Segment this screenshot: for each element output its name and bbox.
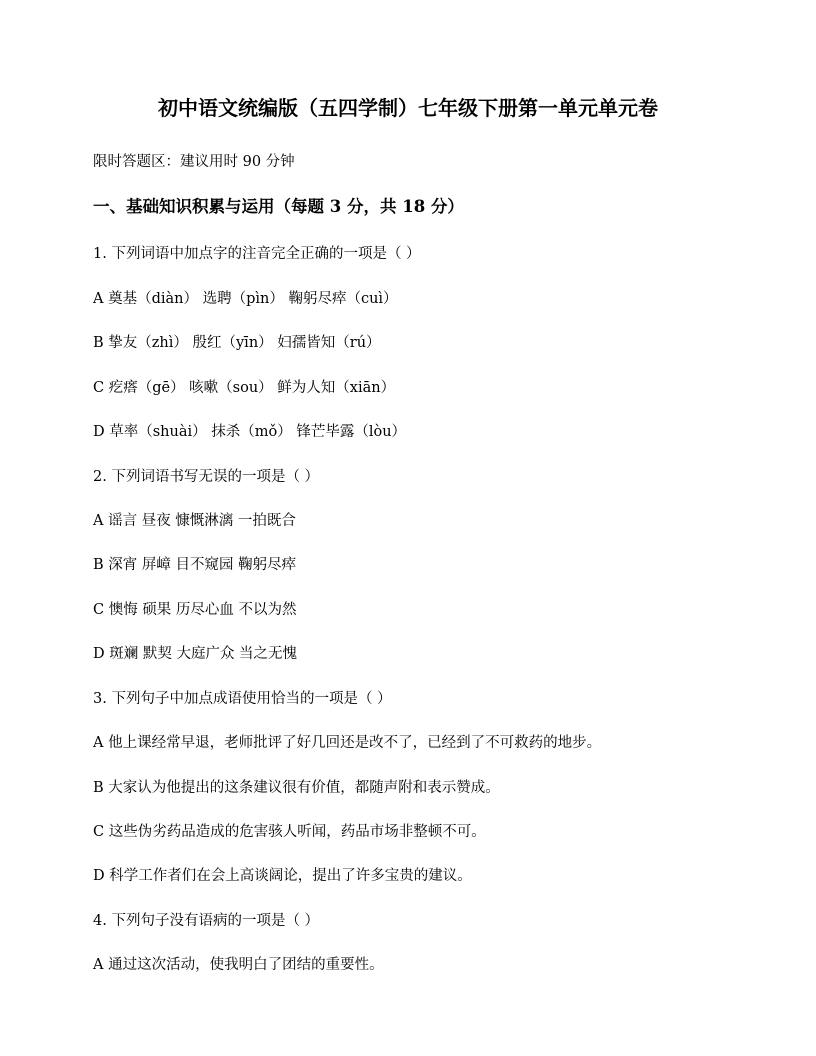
question-2-option-d: D 斑斓 默契 大庭广众 当之无愧	[93, 646, 298, 662]
question-1-option-c: C 疙瘩（gē） 咳嗽（sou） 鲜为人知（xiān）	[93, 380, 396, 396]
question-2-stem: 2. 下列词语书写无误的一项是（ ）	[93, 469, 320, 485]
question-1-stem: 1. 下列词语中加点字的注音完全正确的一项是（ ）	[93, 246, 421, 262]
question-3-option-c: C 这些伪劣药品造成的危害骇人听闻，药品市场非整顿不可。	[93, 824, 486, 840]
question-3-stem: 3. 下列句子中加点成语使用恰当的一项是（ ）	[93, 691, 392, 707]
question-3-option-b: B 大家认为他提出的这条建议很有价值，都随声附和表示赞成。	[93, 780, 500, 796]
question-3-option-d: D 科学工作者们在会上高谈阔论，提出了许多宝贵的建议。	[93, 868, 472, 884]
section-heading: 一、基础知识积累与运用（每题 3 分，共 18 分）	[93, 197, 464, 216]
question-1-option-b: B 挚友（zhì） 殷红（yīn） 妇孺皆知（rú）	[93, 335, 381, 351]
question-2-option-a: A 谣言 昼夜 慷慨淋漓 一拍既合	[93, 513, 296, 529]
time-note: 限时答题区：建议用时 90 分钟	[93, 154, 295, 170]
question-3-option-a: A 他上课经常早退，老师批评了好几回还是改不了，已经到了不可救药的地步。	[93, 735, 602, 751]
question-1-option-d: D 草率（shuài） 抹杀（mǒ） 锋芒毕露（lòu）	[93, 424, 407, 440]
question-2-option-c: C 懊悔 硕果 历尽心血 不以为然	[93, 602, 297, 618]
question-2-option-b: B 深宵 屏嶂 目不窥园 鞠躬尽瘁	[93, 557, 297, 573]
question-4-stem: 4. 下列句子没有语病的一项是（ ）	[93, 913, 320, 929]
page-title: 初中语文统编版（五四学制）七年级下册第一单元单元卷	[158, 96, 658, 120]
question-1-option-a: A 奠基（diàn） 选聘（pìn） 鞠躬尽瘁（cuì）	[93, 291, 398, 307]
question-4-option-a: A 通过这次活动，使我明白了团结的重要性。	[93, 957, 384, 973]
